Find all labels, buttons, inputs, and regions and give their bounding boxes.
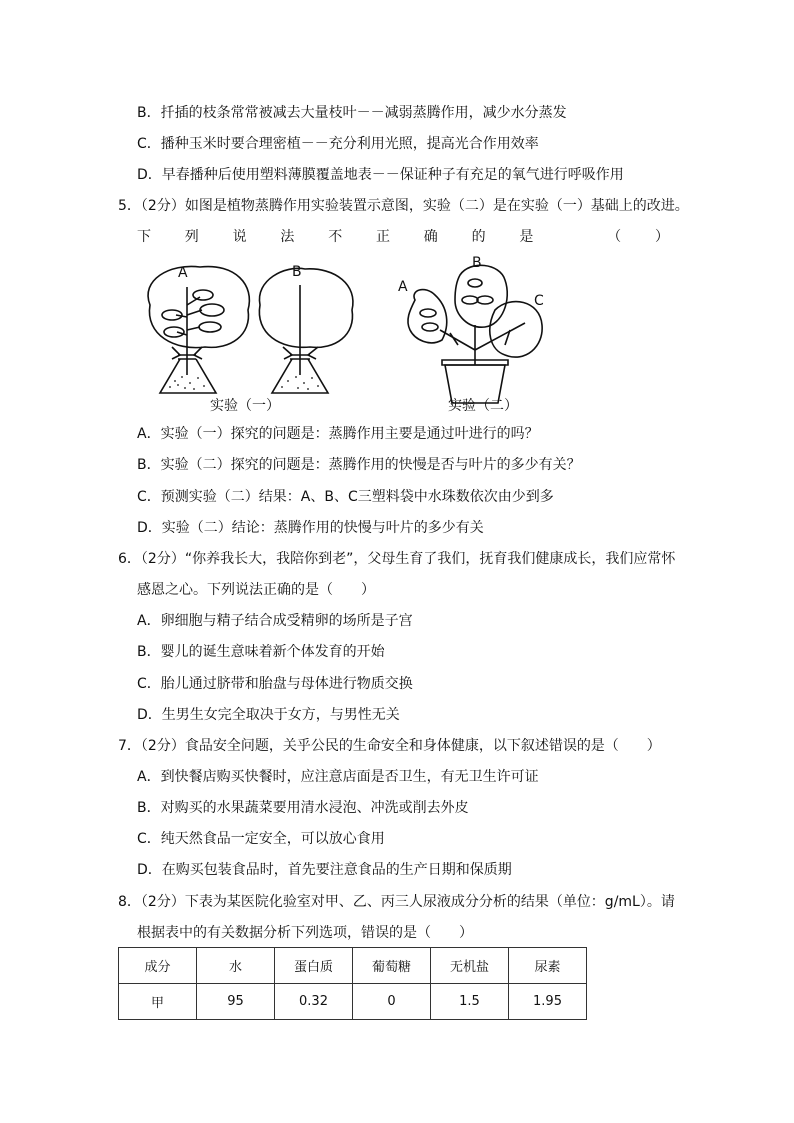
q5-stem-char: 法 xyxy=(280,229,295,245)
table-header-row xyxy=(119,948,587,984)
q5-option-b: B．实验（二）探究的问题是：蒸腾作用的快慢是否与叶片的多少有关？ xyxy=(137,457,581,473)
q4-option-d: D．早春播种后使用塑料薄膜覆盖地表－－保证种子有充足的氧气进行呼吸作用 xyxy=(137,167,624,183)
q4-option-c: C．播种玉米时要合理密植－－充分利用光照，提高光合作用效率 xyxy=(137,136,539,152)
q5-stem-char: 不 xyxy=(328,229,343,245)
table-cell: 0 xyxy=(353,984,431,1020)
caption-experiment-two: 实验（二） xyxy=(448,398,518,414)
q7-option-b: B．对购买的水果蔬菜要用清水浸泡、冲洗或削去外皮 xyxy=(137,800,469,816)
table-cell: 1.95 xyxy=(509,984,587,1020)
q7-stem: 7．（2分）食品安全问题，关乎公民的生命安全和身体健康，以下叙述错误的是（ ） xyxy=(118,738,661,754)
q6-option-d: D．生男生女完全取决于女方，与男性无关 xyxy=(137,707,400,723)
table-cell: 0.32 xyxy=(275,984,353,1020)
q8-stem: 8．（2分）下表为某医院化验室对甲、乙、丙三人尿液成分分析的结果（单位：g/mL）。请 xyxy=(118,894,675,910)
table-cell: 1.5 xyxy=(431,984,509,1020)
q6-stem: 6．（2分）“你养我长大，我陪你到老”，父母生育了我们，抚育我们健康成长，我们应常怀 xyxy=(118,551,676,567)
q5-stem-char: 列 xyxy=(184,229,199,245)
label-a-exp1: A xyxy=(178,265,188,281)
transpiration-experiment-figure xyxy=(130,255,570,420)
q6-option-b: B．婴儿的诞生意味着新个体发育的开始 xyxy=(137,644,385,660)
q5-stem-char: 正 xyxy=(375,229,390,245)
table-cell: 甲 xyxy=(119,984,197,1020)
label-b-exp1: B xyxy=(292,264,302,280)
urine-analysis-table xyxy=(118,947,587,1020)
table-header-cell: 无机盐 xyxy=(431,948,509,984)
q5-stem-char: 说 xyxy=(232,229,247,245)
q5-option-a: A．实验（一）探究的问题是：蒸腾作用主要是通过叶进行的吗？ xyxy=(137,426,539,442)
q7-option-c: C．纯天然食品一定安全，可以放心食用 xyxy=(137,831,385,847)
q5-stem-char: 是 xyxy=(519,229,534,245)
q6-stem-line2: 感恩之心。下列说法正确的是（ ） xyxy=(137,582,375,598)
setup-a-with-leaves xyxy=(148,266,249,393)
q6-option-a: A．卵细胞与精子结合成受精卵的场所是子宫 xyxy=(137,613,413,629)
q5-stem-line2 xyxy=(137,227,669,247)
q5-stem-char: 的 xyxy=(471,229,486,245)
q8-stem-line2: 根据表中的有关数据分析下列选项，错误的是（ ） xyxy=(137,925,473,941)
q5-option-c: C．预测实验（二）结果：A、B、C三塑料袋中水珠数依次由少到多 xyxy=(137,489,554,505)
q5-stem-char: ） xyxy=(654,229,669,245)
label-c-exp2: C xyxy=(534,293,544,309)
q7-option-a: A．到快餐店购买快餐时，应注意店面是否卫生，有无卫生许可证 xyxy=(137,769,539,785)
q5-stem-char: 下 xyxy=(137,229,151,245)
setup-experiment-two xyxy=(408,265,542,403)
q7-option-d: D．在购买包装食品时，首先要注意食品的生产日期和保质期 xyxy=(137,862,512,878)
table-header-cell: 葡萄糖 xyxy=(353,948,431,984)
label-b-exp2: B xyxy=(472,255,482,271)
q5-stem-char: 确 xyxy=(423,229,438,245)
table-header-cell: 蛋白质 xyxy=(275,948,353,984)
table-row xyxy=(119,984,587,1020)
table-cell: 95 xyxy=(197,984,275,1020)
table-header-cell: 水 xyxy=(197,948,275,984)
q6-option-c: C．胎儿通过脐带和胎盘与母体进行物质交换 xyxy=(137,676,413,692)
setup-b-without-leaves xyxy=(259,268,353,393)
table-header-cell: 成分 xyxy=(119,948,197,984)
q5-stem: 5．（2分）如图是植物蒸腾作用实验装置示意图，实验（二）是在实验（一）基础上的改进。 xyxy=(118,198,689,214)
q5-stem-char: （ xyxy=(607,229,622,245)
caption-experiment-one: 实验（一） xyxy=(210,398,280,414)
q5-option-d: D．实验（二）结论：蒸腾作用的快慢与叶片的多少有关 xyxy=(137,520,484,536)
table-header-cell: 尿素 xyxy=(509,948,587,984)
label-a-exp2: A xyxy=(398,279,408,295)
q4-option-b: B．扦插的枝条常常被减去大量枝叶－－减弱蒸腾作用，减少水分蒸发 xyxy=(137,105,567,121)
